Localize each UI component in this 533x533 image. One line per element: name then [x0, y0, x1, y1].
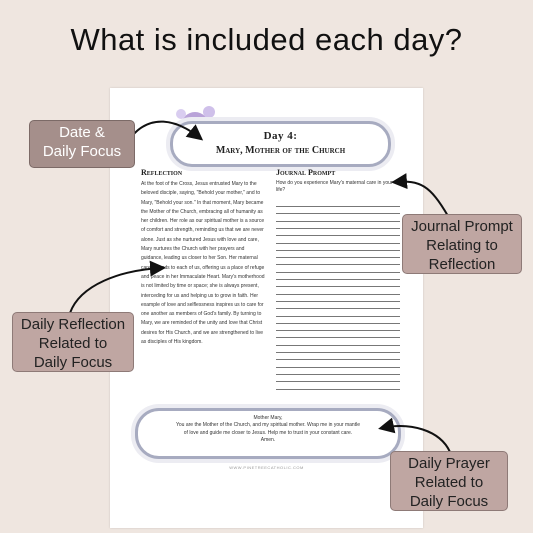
callout-date-focus: [29, 120, 135, 168]
journal-prompt-text: How do you experience Mary's maternal care in your life?: [276, 180, 393, 193]
prayer-line: You are the Mother of the Church, and my spiritual mother. Wrap me in your mantle: [176, 422, 360, 429]
callout-line: Relating to: [426, 237, 498, 254]
arrow-to-reflection: [70, 268, 162, 313]
prayer-line: of love and guide me closer to Jesus. Help me to trust in your constant care.: [183, 429, 353, 436]
arrow-to-prayer: [382, 426, 450, 452]
reflection-heading: Reflection: [141, 168, 183, 177]
headline: What is included each day?: [70, 22, 463, 57]
callout-line: Related to: [38, 335, 108, 352]
callout-line: Daily Focus: [409, 493, 489, 510]
callout-line: Daily Focus: [33, 354, 113, 371]
website-footer: WWW.PINETREECATHOLIC.COM: [229, 465, 304, 470]
callout-line: Daily Prayer: [408, 455, 490, 472]
journal-prompt-heading: Journal Prompt: [276, 168, 336, 177]
callout-line: Journal Prompt: [411, 218, 513, 235]
callout-daily-reflection: [12, 312, 134, 372]
callout-journal-prompt: [402, 214, 522, 274]
day-number: Day 4:: [263, 130, 298, 142]
callout-line: Daily Reflection: [20, 316, 126, 333]
prayer-line: Mother Mary,: [253, 415, 283, 421]
callout-line: Date &: [59, 124, 105, 141]
arrow-to-day-title: [132, 122, 200, 138]
callout-line: Related to: [414, 474, 484, 491]
daily-focus-title: Mary, Mother of the Church: [215, 145, 346, 156]
callout-line: Daily Focus: [42, 143, 122, 160]
reflection-text: At the foot of the Cross, Jesus entrusted Mary to the beloved disciple, saying, "Behold your mother," and to Mary, "Behold your son." In that moment, Mary became the Mother of the Church, embracing all of humanity as her children. Her role as our spiritual mother is a source of comfort and strength, reminding us that we are never alone. Just as she nurtured Jesus with love and care, Mary nurtures the Church with her prayers and guidance, leading us closer to her Son. Her maternal care extends to each of us, offering us a place of refuge and peace in her Immaculate Heart. Mary's motherhood is not limited by time or space; she is always present, interceding for us and helping us to grow in faith. Her example of love and selflessness inspires us to care for one another as members of God's family. By turning to Mary, we are reminded of the unity and love that Christ desires for His Church, and we are strengthened to live as disciples of His kingdom.: [141, 181, 265, 346]
arrow-to-journal-prompt: [395, 182, 448, 216]
callout-line: Reflection: [428, 256, 496, 273]
prayer-line: Amen.: [260, 437, 276, 444]
callout-daily-prayer: [390, 451, 508, 511]
